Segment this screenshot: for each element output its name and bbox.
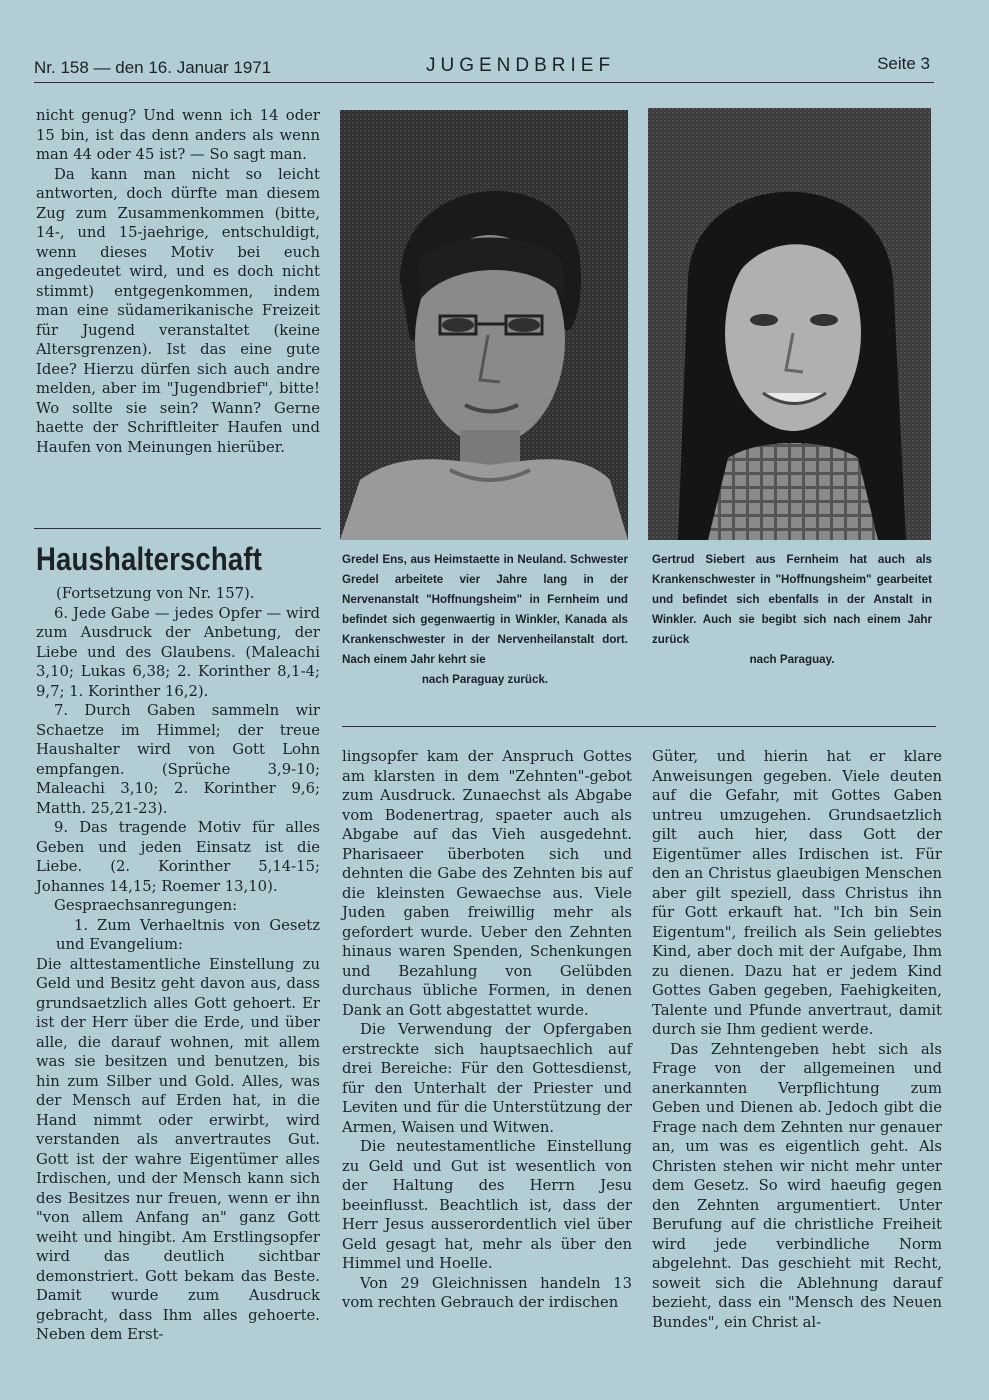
page-header (34, 54, 934, 83)
article-paragraph: Die Verwendung der Opfergaben erstreckte sich hauptsaechlich auf drei Bereiche: Für den Gottesdienst, für den Unterhalt der Priester und Leviten und für die Unterstützung der Armen, Waisen und Witwen. (342, 1021, 632, 1136)
photo-caption-1 (342, 550, 628, 690)
page-number: Seite 3 (877, 54, 930, 73)
article-paragraph: Güter, und hierin hat er klare Anweisungen gegeben. Viele deuten auf die Gefahr, mit Gottes Gaben untreu umzugehen. Grundsaetzlich gilt auch hier, dass Gott der Eigentümer alles Irdischen ist. Für den an Christus glaeubigen Menschen aber gilt speziell, dass Christus ihn für Gott erkauft hat. "Ich bin Sein Eigentum", freilich als Sein geliebtes Kind, aber doch mit der Aufgabe, Ihm zu dienen. Dazu hat er jedem Kind Gottes Gaben gegeben, Faehigkeiten, Talente und Pfunde anvertraut, damit durch sie Ihm gedient werde. (652, 748, 942, 1038)
intro-paragraph: nicht genug? Und wenn ich 14 oder 15 bin, ist das denn anders als wenn man 44 oder 45 ist? — So sagt man. (36, 107, 320, 163)
article-column-2 (342, 747, 632, 1313)
article-paragraph: 9. Das tragende Motiv für alles Geben und jeden Einsatz ist die Liebe. (2. Korinther 5,14-15; Johannes 14,15; Roemer 13,10). (36, 819, 320, 895)
portrait-man-icon (340, 110, 628, 540)
article-paragraph: Die neutestamentliche Einstellung zu Geld und Gut ist wesentlich von der Haltung des Herrn Jesu beeinflusst. Beachtlich ist, dass der Herr Jesus ausserordentlich viel über Geld gesagt hat, mehr als über den Himmel und Hoelle. (342, 1138, 632, 1272)
caption-text: Gredel Ens, aus Heimstaette in Neuland. Schwester Gredel arbeitete vier Jahre lang in der Nervenanstalt "Hoffnungsheim" in Fernheim und befindet sich gegenwaertig in Winkler, Kanada als Krankenschwester in der Nervenheilanstalt dort. Nach einem Jahr kehrt sie (342, 553, 628, 666)
newsletter-title: JUGENDBRIEF (426, 55, 616, 76)
caption-text: Gertrud Siebert aus Fernheim hat auch als Krankenschwester in "Hoffnungsheim" gearbeitet und befindet sich ebenfalls in der Anstalt in Winkler. Auch sie begibt sich nach einem Jahr zurück (652, 553, 932, 646)
article-column-3 (652, 747, 942, 1332)
article-heading: Haushalterschaft (36, 541, 263, 577)
article-paragraph: 6. Jede Gabe — jedes Opfer — wird zum Ausdruck der Anbetung, der Liebe und des Glaubens. (Maleachi 3,10; Lukas 6,38; 2. Korinther 8,1-4; 9,7; 1. Korinther 16,2). (36, 604, 320, 700)
article-paragraph: Von 29 Gleichnissen handeln 13 vom rechten Gebrauch der irdischen (342, 1274, 632, 1311)
article-paragraph: Das Zehntengeben hebt sich als Frage von der allgemeinen und anerkannten Verpflichtung zum Geben und Dienen ab. Jedoch gibt die Frage nach dem Zehnten nur genauer an, um was es eigentlich geht. Als Christen stehen wir nicht mehr unter dem Gesetz. So wird haeufig gegen den Zehnten argumentiert. Unter Berufung auf die christliche Freiheit wird jede verbindliche Norm abgelehnt. Das geschieht mit Recht, soweit sich die Ablehnung darauf bezieht, dass ein "Mensch des Neuen Bundes", ein Christ al- (652, 1040, 942, 1331)
photo-divider (342, 726, 936, 727)
portrait-photo-gredel-ens (340, 110, 628, 540)
article-paragraph: lingsopfer kam der Anspruch Gottes am klarsten in dem "Zehnten"-gebot zum Ausdruck. Zunaechst als Abgabe vom Bodenertrag, spaeter auch als Abgabe auf das Vieh ausgedehnt. Pharisaeer überboten sich und dehnten die Gabe des Zehnten bis auf die kleinsten Gewaechse aus. Viele Juden gaben freiwillig mehr als gefordert wurde. Ueber den Zehnten hinaus waren Spenden, Schenkungen und Bezahlung von Gelübden durchaus übliche Formen, in denen Dank an Gott abgestattet wurde. (342, 748, 632, 1019)
article-paragraph: Die alttestamentliche Einstellung zu Geld und Besitz geht davon aus, dass grundsaetzlich alles Gott gehoert. Er ist der Herr über die Erde, und über alle, die darauf wohnen, mit allem was sie besitzen und benutzen, bis hin zum Silber und Gold. Alles, was der Mensch auf Erden hat, in die Hand nimmt oder erwirbt, wird verstanden als anvertrautes Gut. Gott ist der wahre Eigentümer alles Irdischen, und der Mensch kann sich des Besitzes nur freuen, wenn er ihn "von allem Anfang an" ganz Gott weiht und hingibt. Am Erstlingsopfer wird das deutlich sichtbar demonstriert. Gott bekam das Beste. Damit wurde zum Ausdruck gebracht, dass Ihm alles gehoerte. Neben dem Erst- (36, 955, 320, 1343)
portrait-woman-icon (648, 108, 931, 540)
caption-text-last-line: nach Paraguay zurück. (421, 673, 549, 686)
discussion-item: 1. Zum Verhaeltnis von Gesetz und Evangelium: (56, 916, 320, 953)
photo-caption-2 (652, 550, 932, 670)
article-subheading: Gespraechsanregungen: (54, 897, 238, 914)
article-paragraph: 7. Durch Gaben sammeln wir Schaetze im Himmel; der treue Haushalter wird von Gott Lohn empfangen. (Sprüche 3,9-10; Maleachi 3,10; 2. Korinther 9,6; Matth. 25,21-23). (36, 702, 320, 817)
intro-column (36, 106, 320, 457)
article-column-1 (36, 584, 320, 1345)
intro-paragraph: Da kann man nicht so leicht antworten, doch dürfte man diesem Zug zum Zusammenkommen (bitte, 14-, und 15-jaehrige, entschuldigt, wenn dieses Motiv bei euch angedeutet wird, und es doch nicht stimmt) entgegenkommen, indem man eine südamerikanische Freizeit für Jugend veranstaltet (keine Altersgrenzen). Ist das eine gute Idee? Hierzu dürfen sich auch andre melden, aber im "Jugendbrief", bitte! Wo sollte sie sein? Wann? Gerne haette der Schriftleiter Haufen und Haufen von Meinungen hierüber. (36, 165, 320, 456)
caption-text-last-line: nach Paraguay. (749, 653, 835, 666)
column-divider (34, 528, 321, 529)
portrait-photo-gertrud-siebert (648, 108, 931, 540)
continuation-note: (Fortsetzung von Nr. 157). (56, 585, 255, 602)
issue-date: Nr. 158 — den 16. Januar 1971 (34, 58, 272, 77)
